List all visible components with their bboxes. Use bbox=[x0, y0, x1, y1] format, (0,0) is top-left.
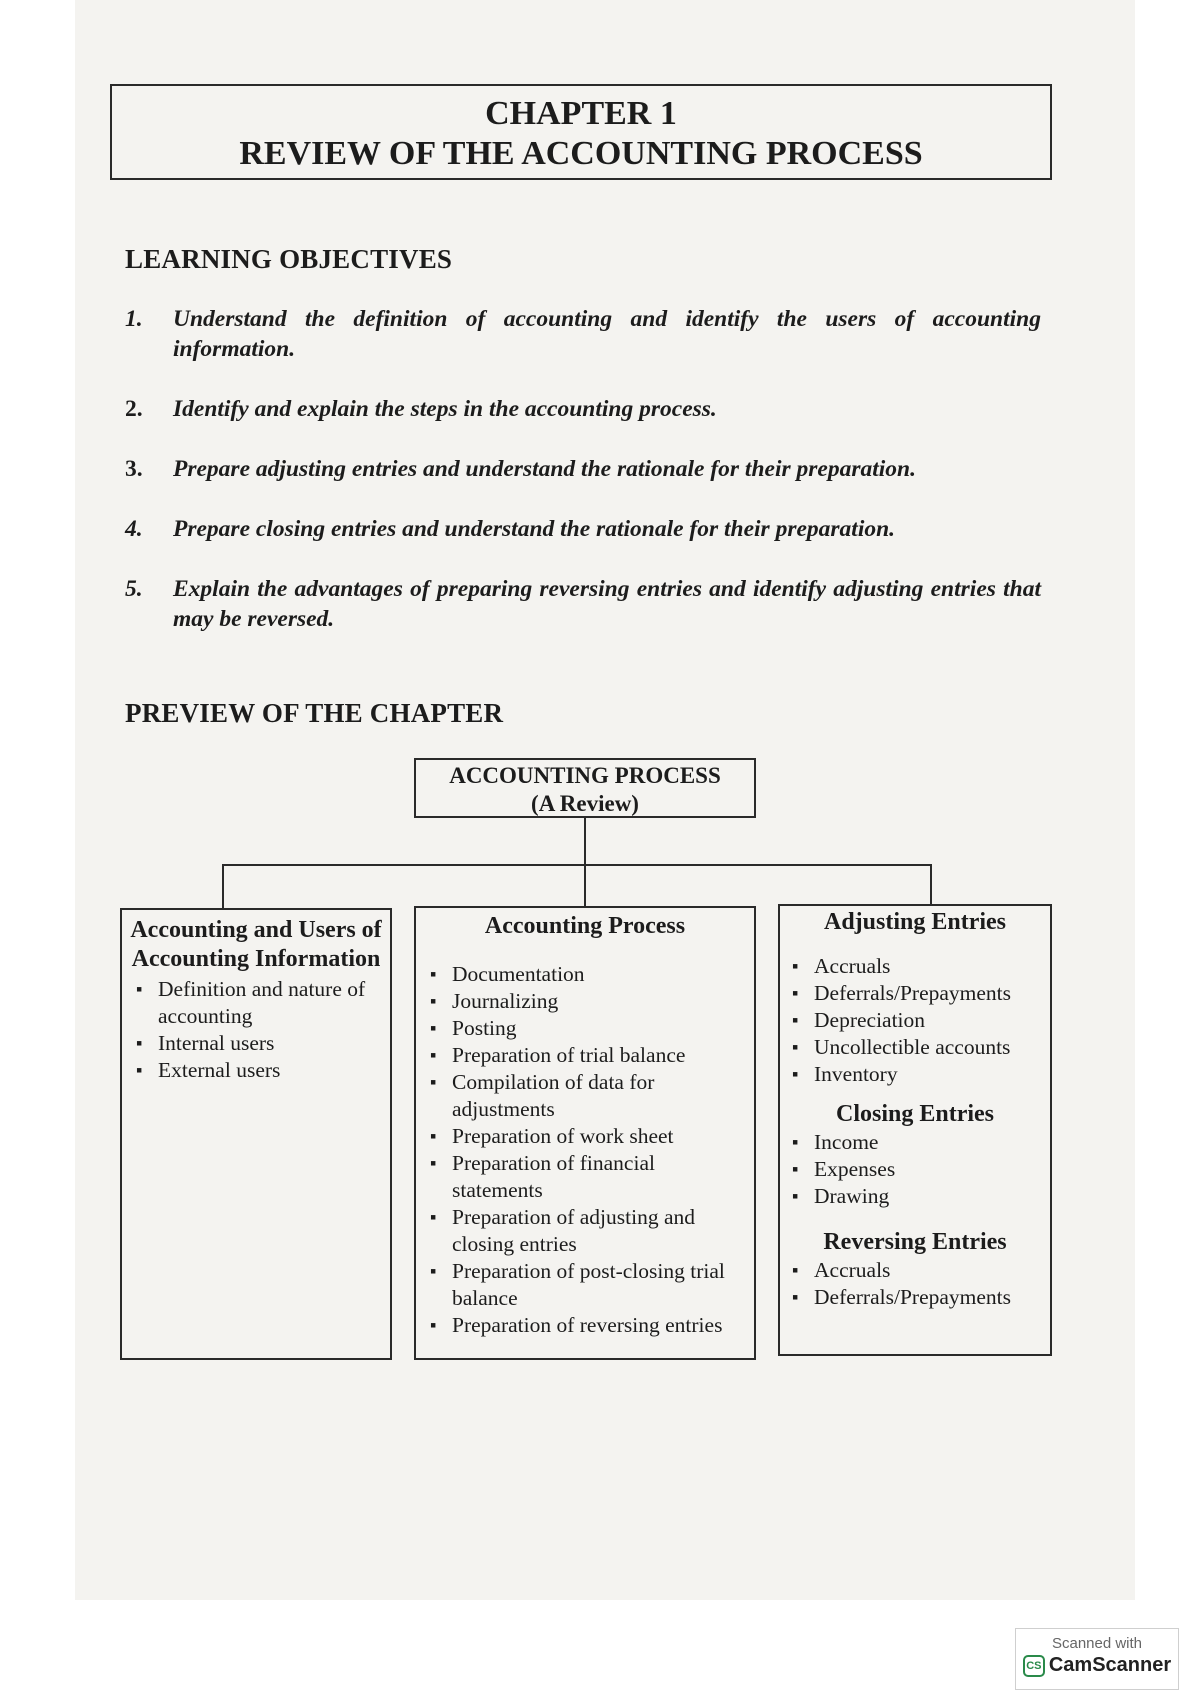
list-item: ▪ Preparation of reversing entries bbox=[424, 1312, 746, 1339]
list-item: ▪ Accruals bbox=[786, 1257, 1044, 1284]
adjusting-entries-list bbox=[786, 953, 1044, 1088]
list-item: ▪ Compilation of data for adjustments bbox=[424, 1069, 746, 1123]
chapter-title: REVIEW OF THE ACCOUNTING PROCESS bbox=[239, 135, 923, 172]
objective-item: 4. Prepare closing entries and understand the rationale for their preparation. bbox=[125, 516, 896, 542]
camscanner-watermark bbox=[1015, 1628, 1179, 1690]
camscanner-logo-icon: CS bbox=[1023, 1655, 1045, 1677]
list-item: ▪ Preparation of work sheet bbox=[424, 1123, 746, 1150]
list-item: ▪ Deferrals/Prepayments bbox=[786, 980, 1044, 1007]
list-item: ▪ Income bbox=[786, 1129, 1044, 1156]
list-item: ▪ Internal users bbox=[130, 1030, 382, 1057]
connector-middle bbox=[584, 864, 586, 908]
list-item: ▪ Inventory bbox=[786, 1061, 1044, 1088]
users-of-accounting-box bbox=[120, 908, 392, 1360]
reversing-entries-list bbox=[786, 1257, 1044, 1311]
root-title: ACCOUNTING PROCESS bbox=[449, 763, 721, 788]
list-item: ▪ Preparation of post-closing trial balance bbox=[424, 1258, 746, 1312]
closing-entries-title: Closing Entries bbox=[835, 1101, 994, 1127]
connector-right bbox=[930, 864, 932, 906]
accounting-process-box bbox=[414, 906, 756, 1360]
list-item: ▪ Preparation of trial balance bbox=[424, 1042, 746, 1069]
chapter-title-box bbox=[110, 84, 1052, 180]
objective-item: 1. Understand the definition of accounting and identify the users of accounting information. bbox=[125, 306, 1041, 362]
preview-heading: PREVIEW OF THE CHAPTER bbox=[125, 698, 504, 728]
list-item: ▪ Deferrals/Prepayments bbox=[786, 1284, 1044, 1311]
list-item: ▪ Expenses bbox=[786, 1156, 1044, 1183]
root-subtitle: (A Review) bbox=[531, 791, 639, 816]
list-item: ▪ Definition and nature of accounting bbox=[130, 976, 382, 1030]
list-item: ▪ Documentation bbox=[424, 961, 746, 988]
reversing-entries-title: Reversing Entries bbox=[823, 1229, 1007, 1255]
list-item: ▪ Preparation of adjusting and closing entries bbox=[424, 1204, 746, 1258]
watermark-brand bbox=[1023, 1654, 1171, 1677]
users-box-list bbox=[130, 976, 382, 1084]
list-item: ▪ External users bbox=[130, 1057, 382, 1084]
list-item: ▪ Posting bbox=[424, 1015, 746, 1042]
learning-objectives-heading: LEARNING OBJECTIVES bbox=[125, 244, 453, 274]
watermark-caption: Scanned with bbox=[1051, 1635, 1143, 1652]
objective-item: 3. Prepare adjusting entries and understand the rationale for their preparation. bbox=[125, 456, 916, 482]
connector-left bbox=[222, 864, 224, 910]
list-item: ▪ Journalizing bbox=[424, 988, 746, 1015]
objective-item: 2. Identify and explain the steps in the accounting process. bbox=[125, 396, 717, 422]
entries-box bbox=[778, 904, 1052, 1356]
objective-item: 5. Explain the advantages of preparing reversing entries and identify adjusting entries that may be reversed. bbox=[125, 576, 1041, 632]
list-item: ▪ Uncollectible accounts bbox=[786, 1034, 1044, 1061]
closing-entries-list bbox=[786, 1129, 1044, 1210]
objectives-list bbox=[125, 304, 1041, 634]
list-item: ▪ Preparation of financial statements bbox=[424, 1150, 746, 1204]
list-item: ▪ Depreciation bbox=[786, 1007, 1044, 1034]
connector-trunk bbox=[584, 818, 586, 866]
adjusting-entries-title: Adjusting Entries bbox=[823, 909, 1007, 935]
users-box-title: Accounting and Users of Accounting Information bbox=[130, 917, 382, 972]
list-item: ▪ Accruals bbox=[786, 953, 1044, 980]
watermark-brand-text: CamScanner bbox=[1048, 1654, 1172, 1676]
list-item: ▪ Drawing bbox=[786, 1183, 1044, 1210]
process-box-title: Accounting Process bbox=[484, 913, 686, 939]
accounting-process-root-box bbox=[414, 758, 756, 818]
chapter-number: CHAPTER 1 bbox=[485, 95, 677, 132]
process-box-list bbox=[424, 961, 746, 1339]
connector-horizontal bbox=[222, 864, 932, 866]
